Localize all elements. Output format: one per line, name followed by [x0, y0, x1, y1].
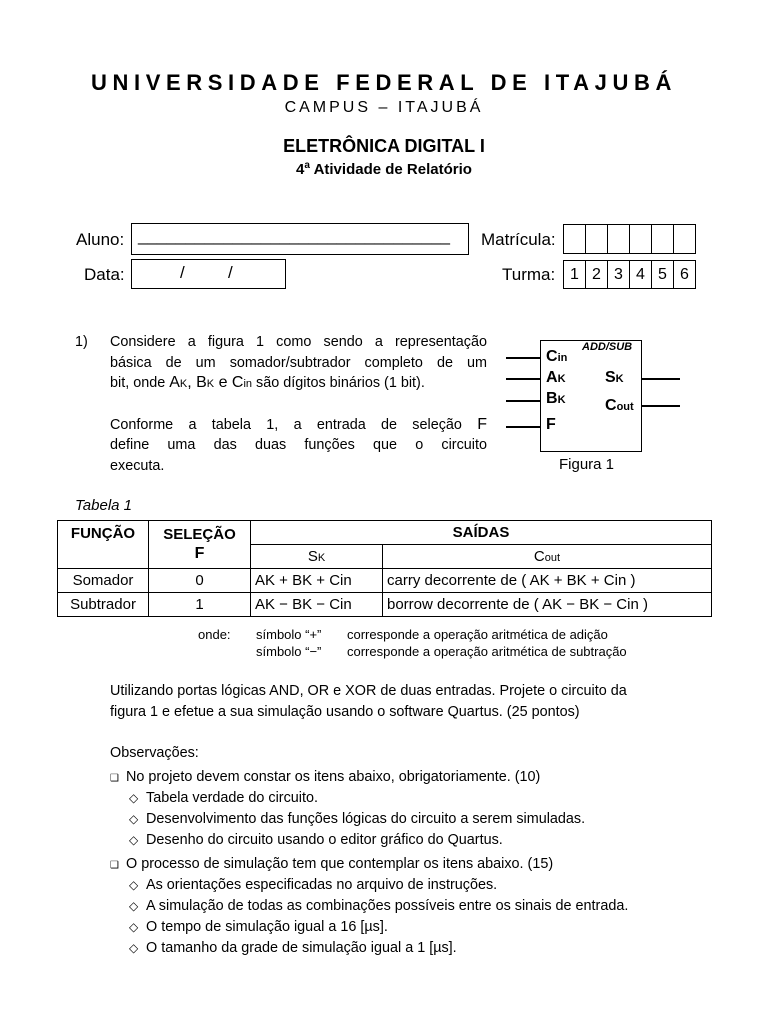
data-label: Data: [84, 265, 125, 284]
course-title: ELETRÔNICA DIGITAL I [283, 136, 485, 156]
matricula-cell[interactable] [564, 225, 586, 253]
sub-item [129, 790, 318, 806]
notes-symbol-plus: símbolo “+” [256, 627, 322, 642]
diamond-bullet-icon: ◇ [129, 920, 139, 934]
observation-item [110, 856, 553, 872]
question-text [110, 332, 487, 476]
notes-onde: onde: [198, 627, 231, 642]
turma-label: Turma: [502, 265, 556, 284]
question-line: bit, onde AK, BK e Cin são dígitos binários (1 bit). [110, 374, 425, 391]
notes-symbol-minus: símbolo “−” [256, 644, 322, 659]
table-caption: Tabela 1 [75, 497, 132, 514]
diamond-bullet-icon: ◇ [129, 791, 139, 805]
question-line: executa. [110, 457, 165, 474]
label-bk-main: B [546, 390, 558, 407]
header-selecao [149, 521, 251, 569]
sub-item-text: Tabela verdade do circuito. [146, 790, 318, 806]
sub-item [129, 898, 628, 914]
observation-text: No projeto devem constar os itens abaixo, obrigatoriamente. (10) [126, 769, 541, 785]
matricula-cell[interactable] [652, 225, 674, 253]
input-pin-f [506, 426, 540, 428]
sub-item-text: O tamanho da grade de simulação igual a 1 [µs]. [146, 940, 457, 956]
turma-options[interactable] [563, 260, 696, 289]
aluno-label: Aluno: [76, 230, 125, 249]
cell-function: Subtrador [58, 593, 149, 617]
aluno-underline: _________________________________ [138, 226, 451, 245]
turma-option[interactable]: 2 [586, 261, 608, 288]
header-cout-main: C [533, 548, 545, 565]
notes-desc-plus: corresponde a operação aritmética de adição [347, 627, 608, 642]
matricula-field[interactable] [563, 224, 696, 254]
notes-desc-minus: corresponde a operação aritmética de subtração [347, 644, 627, 659]
turma-option[interactable]: 5 [652, 261, 674, 288]
label-bk-sub: K [557, 394, 566, 406]
university-title: UNIVERSIDADE FEDERAL DE ITAJUBÁ [91, 70, 677, 95]
date-field[interactable] [131, 259, 286, 289]
input-pin-cin [506, 357, 540, 359]
sub-item [129, 877, 497, 893]
question-line: básica de um somador/subtrador completo de um [110, 354, 487, 371]
checkbox-bullet-icon: ❑ [110, 860, 119, 871]
activity-text: Atividade de Relatório [309, 161, 472, 178]
observation-item [110, 769, 540, 785]
diamond-bullet-icon: ◇ [129, 899, 139, 913]
checkbox-bullet-icon: ❑ [110, 773, 119, 784]
label-cout [605, 397, 634, 415]
label-bk [546, 390, 566, 408]
activity-number: 4 [296, 161, 305, 178]
diamond-bullet-icon: ◇ [129, 941, 139, 955]
observation-text: O processo de simulação tem que contemplar os itens abaixo. (15) [126, 856, 554, 872]
label-cin [546, 348, 567, 366]
cell-cout: borrow decorrente de ( AK − BK − Cin ) [383, 593, 712, 617]
question-line-start: bit, onde [110, 375, 170, 391]
header-saidas: SAÍDAS [251, 521, 712, 545]
activity-title [0, 160, 768, 178]
label-f: F [546, 416, 556, 433]
label-cin-main: C [546, 348, 558, 365]
header-funcao: FUNÇÃO [58, 521, 149, 569]
date-separator: / [228, 263, 233, 282]
matricula-label: Matrícula: [481, 230, 556, 249]
sub-item [129, 811, 585, 827]
output-pin-sk [642, 378, 680, 380]
label-cout-main: C [605, 397, 617, 414]
instruction-line: Utilizando portas lógicas AND, OR e XOR de duas entradas. Projete o circuito da [110, 683, 627, 699]
matricula-cell[interactable] [630, 225, 652, 253]
header-cout [383, 545, 712, 569]
turma-option[interactable]: 3 [608, 261, 630, 288]
table-row [58, 569, 712, 593]
matricula-cell[interactable] [586, 225, 608, 253]
aluno-field[interactable] [131, 223, 469, 255]
function-table [57, 520, 712, 617]
sub-item-text: A simulação de todas as combinações possíveis entre os sinais de entrada. [146, 898, 629, 914]
question-number: 1) [75, 334, 88, 350]
header-sk [251, 545, 383, 569]
label-ak [546, 369, 566, 387]
turma-option[interactable]: 6 [680, 265, 689, 283]
turma-option[interactable]: 4 [630, 261, 652, 288]
cell-cout: carry decorrente de ( AK + BK + Cin ) [383, 569, 712, 593]
selection-letter: F [477, 415, 487, 433]
sub-item-text: Desenho do circuito usando o editor gráfico do Quartus. [146, 832, 503, 848]
header-cout-sub: out [544, 552, 561, 564]
cell-sk: AK − BK − Cin [251, 593, 383, 617]
label-ak-sub: K [557, 373, 566, 385]
sub-item-text: Desenvolvimento das funções lógicas do circuito a serem simuladas. [146, 811, 586, 827]
sub-item [129, 940, 457, 956]
cell-selection: 1 [149, 593, 251, 617]
figure-caption: Figura 1 [559, 456, 615, 473]
observations-heading: Observações: [110, 745, 199, 761]
diamond-bullet-icon: ◇ [129, 878, 139, 892]
header-sk-sub: K [317, 552, 326, 564]
diamond-bullet-icon: ◇ [129, 833, 139, 847]
input-pin-ak [506, 378, 540, 380]
label-cin-sub: in [557, 352, 568, 364]
cell-selection: 0 [149, 569, 251, 593]
cell-sk: AK + BK + Cin [251, 569, 383, 593]
question-line-end: são dígitos binários (1 bit). [252, 375, 425, 391]
header-selecao-label: SELEÇÃO [163, 526, 236, 543]
sub-item-text: O tempo de simulação igual a 16 [µs]. [146, 919, 388, 935]
turma-option[interactable]: 1 [564, 261, 586, 288]
sub-item-text: As orientações especificadas no arquivo de instruções. [146, 877, 498, 893]
label-ak-main: A [546, 369, 558, 386]
matricula-cell[interactable] [674, 225, 695, 253]
label-sk [605, 369, 624, 387]
activity-ordinal: a [304, 160, 310, 171]
question-line: define uma das duas funções que o circuito [110, 437, 487, 453]
block-title: ADD/SUB [582, 341, 633, 353]
table-row [58, 593, 712, 617]
question-line [110, 415, 487, 436]
label-cout-sub: out [616, 401, 634, 413]
header-selecao-f: F [194, 545, 205, 562]
label-sk-sub: K [615, 373, 624, 385]
question-line: Considere a figura 1 como sendo a representação [110, 334, 487, 350]
question-line-start: Conforme a tabela 1, a entrada de seleção [110, 416, 478, 433]
diamond-bullet-icon: ◇ [129, 812, 139, 826]
output-pin-cout [642, 405, 680, 407]
date-separator: / [180, 263, 185, 282]
input-pin-bk [506, 400, 540, 402]
label-sk-main: S [605, 369, 616, 386]
instruction-line: figura 1 e efetue a sua simulação usando o software Quartus. (25 pontos) [110, 704, 580, 720]
sub-item [129, 919, 388, 935]
header-sk-main: S [307, 548, 318, 565]
matricula-cell[interactable] [608, 225, 630, 253]
campus-subtitle: CAMPUS – ITAJUBÁ [284, 99, 484, 116]
cell-function: Somador [58, 569, 149, 593]
sub-item [129, 832, 503, 848]
